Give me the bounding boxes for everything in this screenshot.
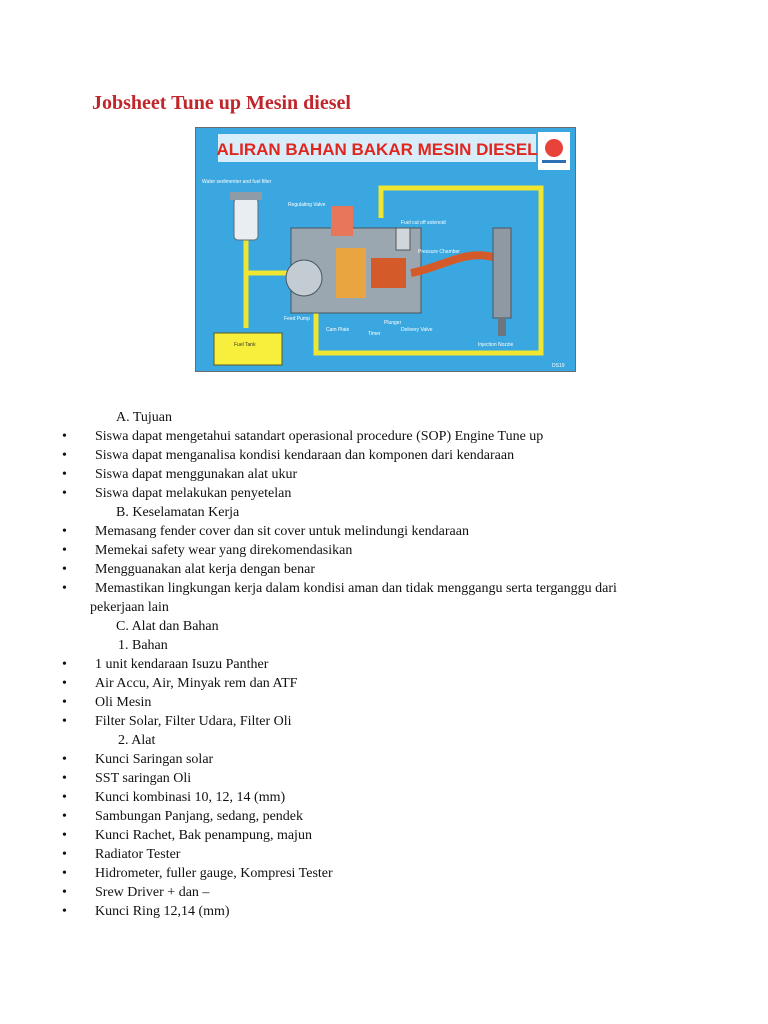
fuel-cut-off-solenoid [396, 228, 410, 250]
feed-pump-rotor [286, 260, 322, 296]
list-item: • Siswa dapat menganalisa kondisi kendaraan dan komponen dari kendaraan [60, 446, 700, 465]
list-item: • Memasang fender cover dan sit cover untuk melindungi kendaraan [60, 522, 700, 541]
label-cam-plate: Cam Plate [326, 327, 350, 333]
list-item-continuation: pekerjaan lain [90, 600, 169, 615]
list-item: • Oli Mesin [60, 693, 700, 712]
injection-nozzle [493, 228, 511, 318]
label-delivery-valve: Delivery Valve [401, 327, 433, 333]
regulating-valve [331, 206, 353, 236]
label-injection-nozzle: Injection Nozzle [478, 342, 514, 348]
list-item: • Filter Solar, Filter Udara, Filter Oli [60, 712, 700, 731]
fuel-filter [234, 198, 258, 240]
page-title: Jobsheet Tune up Mesin diesel [92, 92, 351, 114]
label-feed-pump: Feed Pump [284, 316, 310, 322]
list-item: • Siswa dapat melakukan penyetelan [60, 484, 700, 503]
plunger [371, 258, 406, 288]
list-item-line: Memastikan lingkungan kerja dalam kondisi aman dan tidak menggangu serta terganggu dari [95, 581, 617, 596]
logo-emblem [545, 139, 563, 157]
label-fuel-cut-off: Fuel cut off solenoid [401, 220, 446, 226]
fuel-flow-diagram-svg [196, 128, 575, 371]
label-timer: Timer [368, 331, 381, 337]
fuel-tank [214, 333, 282, 365]
list-item: • Siswa dapat mengetahui satandart operasional procedure (SOP) Engine Tune up [60, 427, 700, 446]
fuel-filter-cap [230, 192, 262, 200]
section-c1-heading: 1. Bahan [118, 638, 168, 653]
fuel-flow-diagram [195, 127, 576, 372]
label-pressure-chamber: Pressure Chamber [418, 249, 460, 255]
label-plunger: Plunger [384, 320, 402, 326]
section-c2-heading: 2. Alat [118, 733, 156, 748]
label-regulating-valve: Regulating Valve [288, 202, 326, 208]
list-item: • Kunci Saringan solar [60, 750, 700, 769]
list-item: • Memekai safety wear yang direkomendasikan [60, 541, 700, 560]
list-item: • Sambungan Panjang, sedang, pendek [60, 807, 700, 826]
section-a-heading: A. Tujuan [116, 410, 173, 425]
list-item: • 1 unit kendaraan Isuzu Panther [60, 655, 700, 674]
list-item: • Siswa dapat menggunakan alat ukur [60, 465, 700, 484]
diagram-banner-text: ALIRAN BAHAN BAKAR MESIN DIESEL [216, 140, 538, 159]
list-item: • Mengguanakan alat kerja dengan benar [60, 560, 700, 579]
list-item: • SST saringan Oli [60, 769, 700, 788]
cam-plate [336, 248, 366, 298]
list-item: • Air Accu, Air, Minyak rem dan ATF [60, 674, 700, 693]
logo-stripe [542, 160, 566, 163]
list-item: • Kunci Ring 12,14 (mm) [60, 902, 700, 921]
list-item: • Kunci kombinasi 10, 12, 14 (mm) [60, 788, 700, 807]
list-item: • Kunci Rachet, Bak penampung, majun [60, 826, 700, 845]
jobsheet-content [60, 408, 700, 921]
nozzle-tip [498, 318, 506, 336]
label-water-sedimenter: Water sedimenter and fuel filter [202, 179, 272, 185]
list-item [60, 579, 700, 617]
section-b-heading: B. Keselamatan Kerja [116, 505, 240, 520]
section-c-heading: C. Alat dan Bahan [116, 619, 219, 634]
list-item: • Hidrometer, fuller gauge, Kompresi Tester [60, 864, 700, 883]
label-diagram-code: DS19 [552, 363, 565, 369]
list-item: • Radiator Tester [60, 845, 700, 864]
label-fuel-tank: Fuel Tank [234, 342, 256, 348]
list-item: • Srew Driver + dan – [60, 883, 700, 902]
